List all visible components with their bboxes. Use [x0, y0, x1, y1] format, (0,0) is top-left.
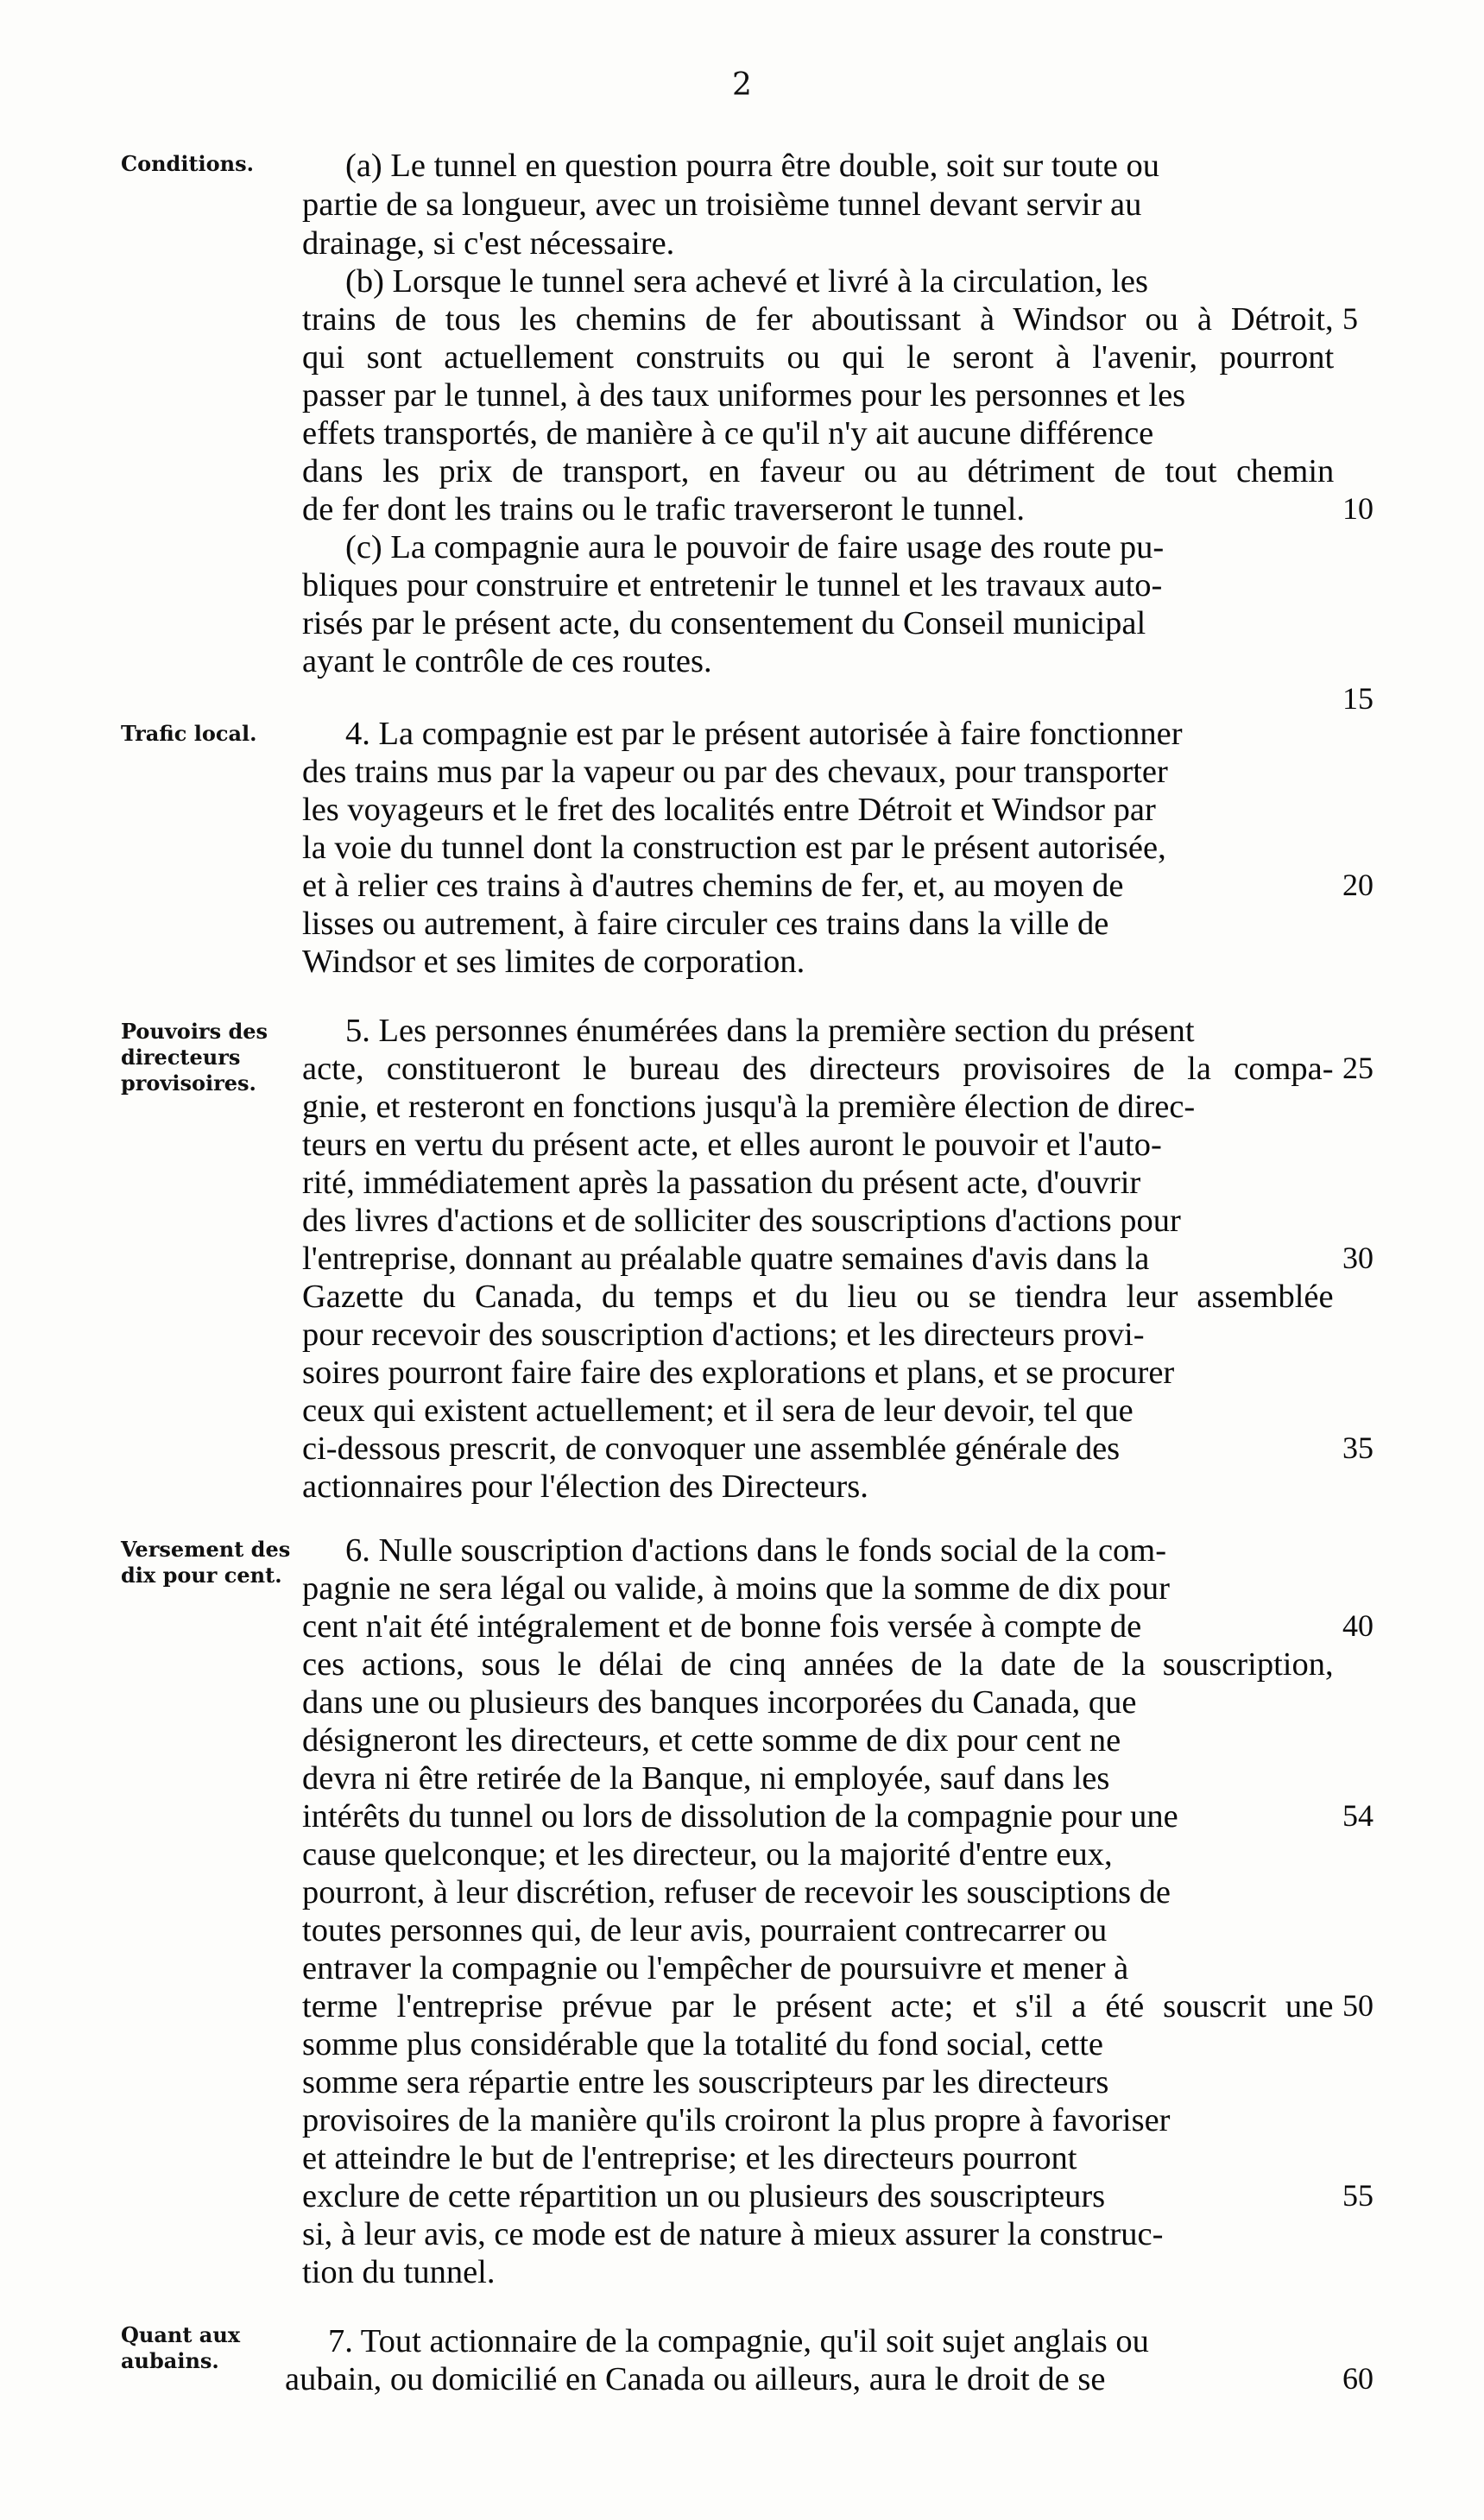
text-line: dans les prix de transport, en faveur ou au détriment de tout chemin — [302, 453, 1335, 489]
text-line: l'entreprise, donnant au préalable quatre semaines d'avis dans la — [302, 1241, 1150, 1277]
text-line: désigneront les directeurs, et cette somme de dix pour cent ne — [302, 1722, 1121, 1759]
text-line: aubain, ou domicilié en Canada ou ailleurs, aura le droit de se — [285, 2361, 1106, 2397]
line-number: 54 — [1342, 1798, 1373, 1833]
line-number: 55 — [1342, 2178, 1373, 2213]
text-line: lisses ou autrement, à faire circuler ces trains dans la ville de — [302, 906, 1109, 942]
text-line: Gazette du Canada, du temps et du lieu ou se tiendra leur assemblée — [302, 1279, 1334, 1315]
text-line: passer par le tunnel, à des taux uniformes pour les personnes et les — [302, 377, 1186, 414]
text-line: pour recevoir des souscription d'actions; et les directeurs provi- — [302, 1317, 1145, 1353]
margin-note: Pouvoirs des directeurs provisoires. — [121, 1019, 268, 1096]
text-line: les voyageurs et le fret des localités entre Détroit et Windsor par — [302, 792, 1156, 828]
text-line: ceux qui existent actuellement; et il sera de leur devoir, tel que — [302, 1393, 1134, 1429]
text-line: acte, constitueront le bureau des directeurs provisoires de la compa- — [302, 1051, 1334, 1087]
text-line: 5. Les personnes énumérées dans la première section du présent — [345, 1013, 1195, 1049]
text-line: trains de tous les chemins de fer aboutissant à Windsor ou à Détroit, — [302, 301, 1334, 338]
text-line: partie de sa longueur, avec un troisième tunnel devant servir au — [302, 186, 1142, 223]
line-number: 25 — [1342, 1051, 1373, 1085]
line-number: 40 — [1342, 1608, 1373, 1643]
text-line: pourront, à leur discrétion, refuser de recevoir les sousciptions de — [302, 1874, 1171, 1911]
line-number: 5 — [1342, 301, 1358, 336]
line-number: 60 — [1342, 2361, 1373, 2396]
text-line: gnie, et resteront en fonctions jusqu'à la première élection de direc- — [302, 1089, 1196, 1125]
line-number: 50 — [1342, 1988, 1373, 2023]
line-number: 15 — [1342, 681, 1373, 716]
text-line: 6. Nulle souscription d'actions dans le fonds social de la com- — [345, 1532, 1167, 1569]
text-line: bliques pour construire et entretenir le tunnel et les travaux auto- — [302, 567, 1163, 603]
text-line: si, à leur avis, ce mode est de nature à mieux assurer la construc- — [302, 2216, 1164, 2252]
text-line: entraver la compagnie ou l'empêcher de poursuivre et mener à — [302, 1950, 1129, 1986]
line-number: 35 — [1342, 1431, 1373, 1465]
text-line: 7. Tout actionnaire de la compagnie, qu'il soit sujet anglais ou — [328, 2323, 1149, 2359]
text-line: terme l'entreprise prévue par le présent acte; et s'il a été souscrit une — [302, 1988, 1334, 2024]
text-line: ayant le contrôle de ces routes. — [302, 643, 712, 679]
text-line: cause quelconque; et les directeur, ou la majorité d'entre eux, — [302, 1836, 1113, 1873]
margin-note: Trafic local. — [121, 721, 257, 746]
text-line: des trains mus par la vapeur ou par des chevaux, pour transporter — [302, 754, 1168, 790]
text-line: Windsor et ses limites de corporation. — [302, 944, 805, 980]
text-line: ces actions, sous le délai de cinq années de la date de la souscription, — [302, 1646, 1334, 1683]
text-line: toutes personnes qui, de leur avis, pourraient contrecarrer ou — [302, 1912, 1108, 1948]
text-line: somme sera répartie entre les souscripteurs par les directeurs — [302, 2064, 1109, 2100]
text-line: dans une ou plusieurs des banques incorporées du Canada, que — [302, 1684, 1137, 1721]
text-line: rité, immédiatement après la passation du présent acte, d'ouvrir — [302, 1165, 1141, 1201]
margin-note: Quant aux aubains. — [121, 2322, 241, 2373]
text-line: tion du tunnel. — [302, 2254, 496, 2290]
text-line: des livres d'actions et de solliciter des souscriptions d'actions pour — [302, 1203, 1181, 1239]
line-number: 20 — [1342, 868, 1373, 902]
text-line: soires pourront faire faire des explorations et plans, et se procurer — [302, 1355, 1175, 1391]
text-line: et atteindre le but de l'entreprise; et les directeurs pourront — [302, 2140, 1077, 2176]
text-line: risés par le présent acte, du consentement du Conseil municipal — [302, 605, 1146, 641]
text-line: 4. La compagnie est par le présent autorisée à faire fonctionner — [345, 716, 1183, 752]
text-line: devra ni être retirée de la Banque, ni employée, sauf dans les — [302, 1760, 1110, 1797]
text-line: effets transportés, de manière à ce qu'il n'y ait aucune différence — [302, 415, 1154, 452]
text-line: provisoires de la manière qu'ils croiront la plus propre à favoriser — [302, 2102, 1171, 2138]
text-line: la voie du tunnel dont la construction est par le présent autorisée, — [302, 830, 1166, 866]
text-line: actionnaires pour l'élection des Directeurs. — [302, 1468, 868, 1505]
text-line: drainage, si c'est nécessaire. — [302, 225, 675, 262]
text-line: pagnie ne sera légal ou valide, à moins que la somme de dix pour — [302, 1570, 1170, 1607]
margin-note: Conditions. — [121, 151, 254, 176]
text-line: et à relier ces trains à d'autres chemins de fer, et, au moyen de — [302, 868, 1124, 904]
text-line: ci-dessous prescrit, de convoquer une assemblée générale des — [302, 1431, 1121, 1467]
text-line: (c) La compagnie aura le pouvoir de faire usage des route pu- — [345, 529, 1165, 565]
margin-note: Versement des dix pour cent. — [121, 1537, 291, 1588]
text-line: cent n'ait été intégralement et de bonne fois versée à compte de — [302, 1608, 1142, 1645]
line-number: 10 — [1342, 491, 1373, 526]
text-line: exclure de cette répartition un ou plusieurs des souscripteurs — [302, 2178, 1106, 2214]
text-line: (b) Lorsque le tunnel sera achevé et livré à la circulation, les — [345, 263, 1148, 300]
text-line: qui sont actuellement construits ou qui le seront à l'avenir, pourront — [302, 339, 1335, 376]
text-line: somme plus considérable que la totalité du fond social, cette — [302, 2026, 1104, 2062]
line-number: 30 — [1342, 1241, 1373, 1275]
text-line: de fer dont les trains ou le trafic traverseront le tunnel. — [302, 491, 1026, 527]
text-line: intérêts du tunnel ou lors de dissolution de la compagnie pour une — [302, 1798, 1178, 1835]
page-number: 2 — [732, 67, 752, 103]
text-line: teurs en vertu du présent acte, et elles auront le pouvoir et l'auto- — [302, 1127, 1162, 1163]
text-line: (a) Le tunnel en question pourra être double, soit sur toute ou — [345, 148, 1159, 184]
